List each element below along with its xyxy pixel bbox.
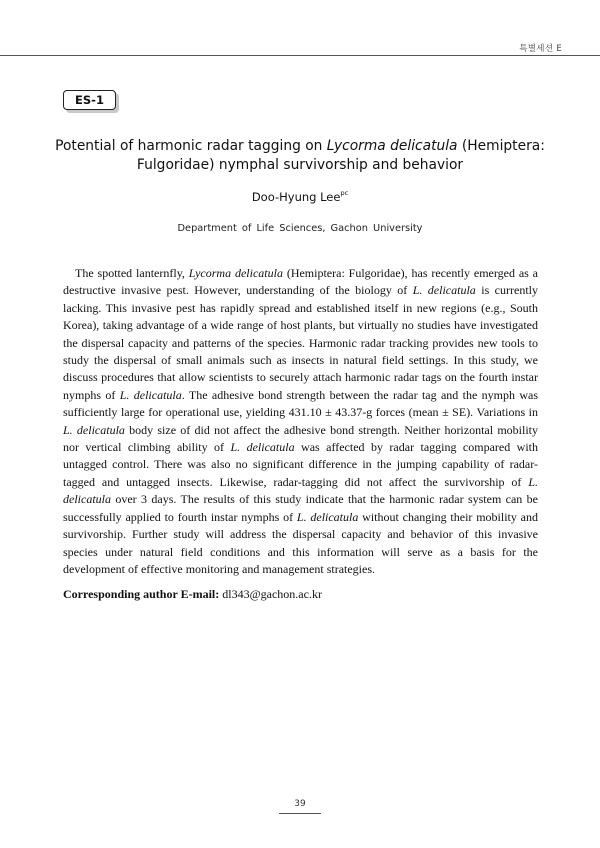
species-name: L. delicatula — [119, 387, 182, 402]
abstract-text: (Hemiptera: Fulgoridae), has recently emerged as a destructive invasive pest. However, understanding of the biology of — [63, 266, 539, 298]
species-name: Lycorma delicatula — [188, 266, 283, 280]
species-name: L. delicatula — [412, 283, 476, 298]
title-part2: (Hemiptera: Fulgoridae) nymphal survivorship and behavior — [136, 138, 545, 173]
author-name: Doo-Hyung Lee — [251, 190, 341, 204]
corresponding-author — [63, 587, 322, 602]
section-label: 특별세션 E — [519, 44, 562, 54]
paper-title — [40, 137, 560, 175]
presenter-mark: pc — [340, 189, 349, 197]
page-number-underline — [279, 813, 321, 814]
header-divider — [0, 55, 600, 56]
page-number: 39 — [294, 799, 306, 809]
affiliation: Department of Life Sciences, Gachon University — [177, 223, 423, 234]
title-part1: Potential of harmonic radar tagging on — [55, 138, 327, 154]
abstract-text: The spotted lanternfly, — [75, 266, 189, 280]
abstract-text: . The adhesive bond strength between the radar tag and the nymph was sufficiently large for operational use, yielding 431.10 ± 43.37-g forces (mean ± SE). Variations in — [63, 387, 539, 420]
abstract-text: was affected by radar tagging compared with untagged control. There was also no significant difference in the jumping capability of radar-tagged and untagged insects. Likewise, radar-tagging did not affect the survivorship of — [63, 440, 539, 489]
species-name: L. delicatula — [296, 509, 359, 524]
session-badge: ES-1 — [63, 90, 116, 110]
author-line — [0, 189, 600, 204]
abstract-text: is currently lacking. This invasive pest has rapidly spread and established itself in new regions (e.g., South Korea), taking advantage of a wide range of host plants, but virtually no studies have investigated the dispersal capacity and patterns of the species. Harmonic radar tracking provides new tools to study the dispersal of small animals such as insects in natural field settings. In this study, we discuss procedures that allow scientists to securely attach harmonic radar tags on the fourth instar nymphs of — [63, 283, 538, 402]
species-name: L. delicatula — [63, 422, 125, 437]
title-species: Lycorma delicatula — [326, 138, 458, 154]
abstract-text: over 3 days. The results of this study indicate that the harmonic radar system can be successfully applied to fourth instar nymphs of — [63, 492, 538, 524]
corresponding-label: Corresponding author E-mail: — [63, 587, 220, 601]
corresponding-email[interactable]: dl343@gachon.ac.kr — [219, 587, 322, 601]
species-name: L. delicatula — [230, 440, 295, 455]
abstract-body — [63, 265, 538, 578]
abstract-text: without changing their mobility and survivorship. Further study will address the dispersal capacity and behavior of this invasive species under natural field conditions and this information will serve as a basis for the development of effective monitoring and management strategies. — [63, 509, 538, 576]
species-name: L. delicatula — [63, 474, 538, 507]
abstract-text: body size of did not affect the adhesive bond strength. Neither horizontal mobility nor vertical climbing ability of — [63, 422, 538, 455]
